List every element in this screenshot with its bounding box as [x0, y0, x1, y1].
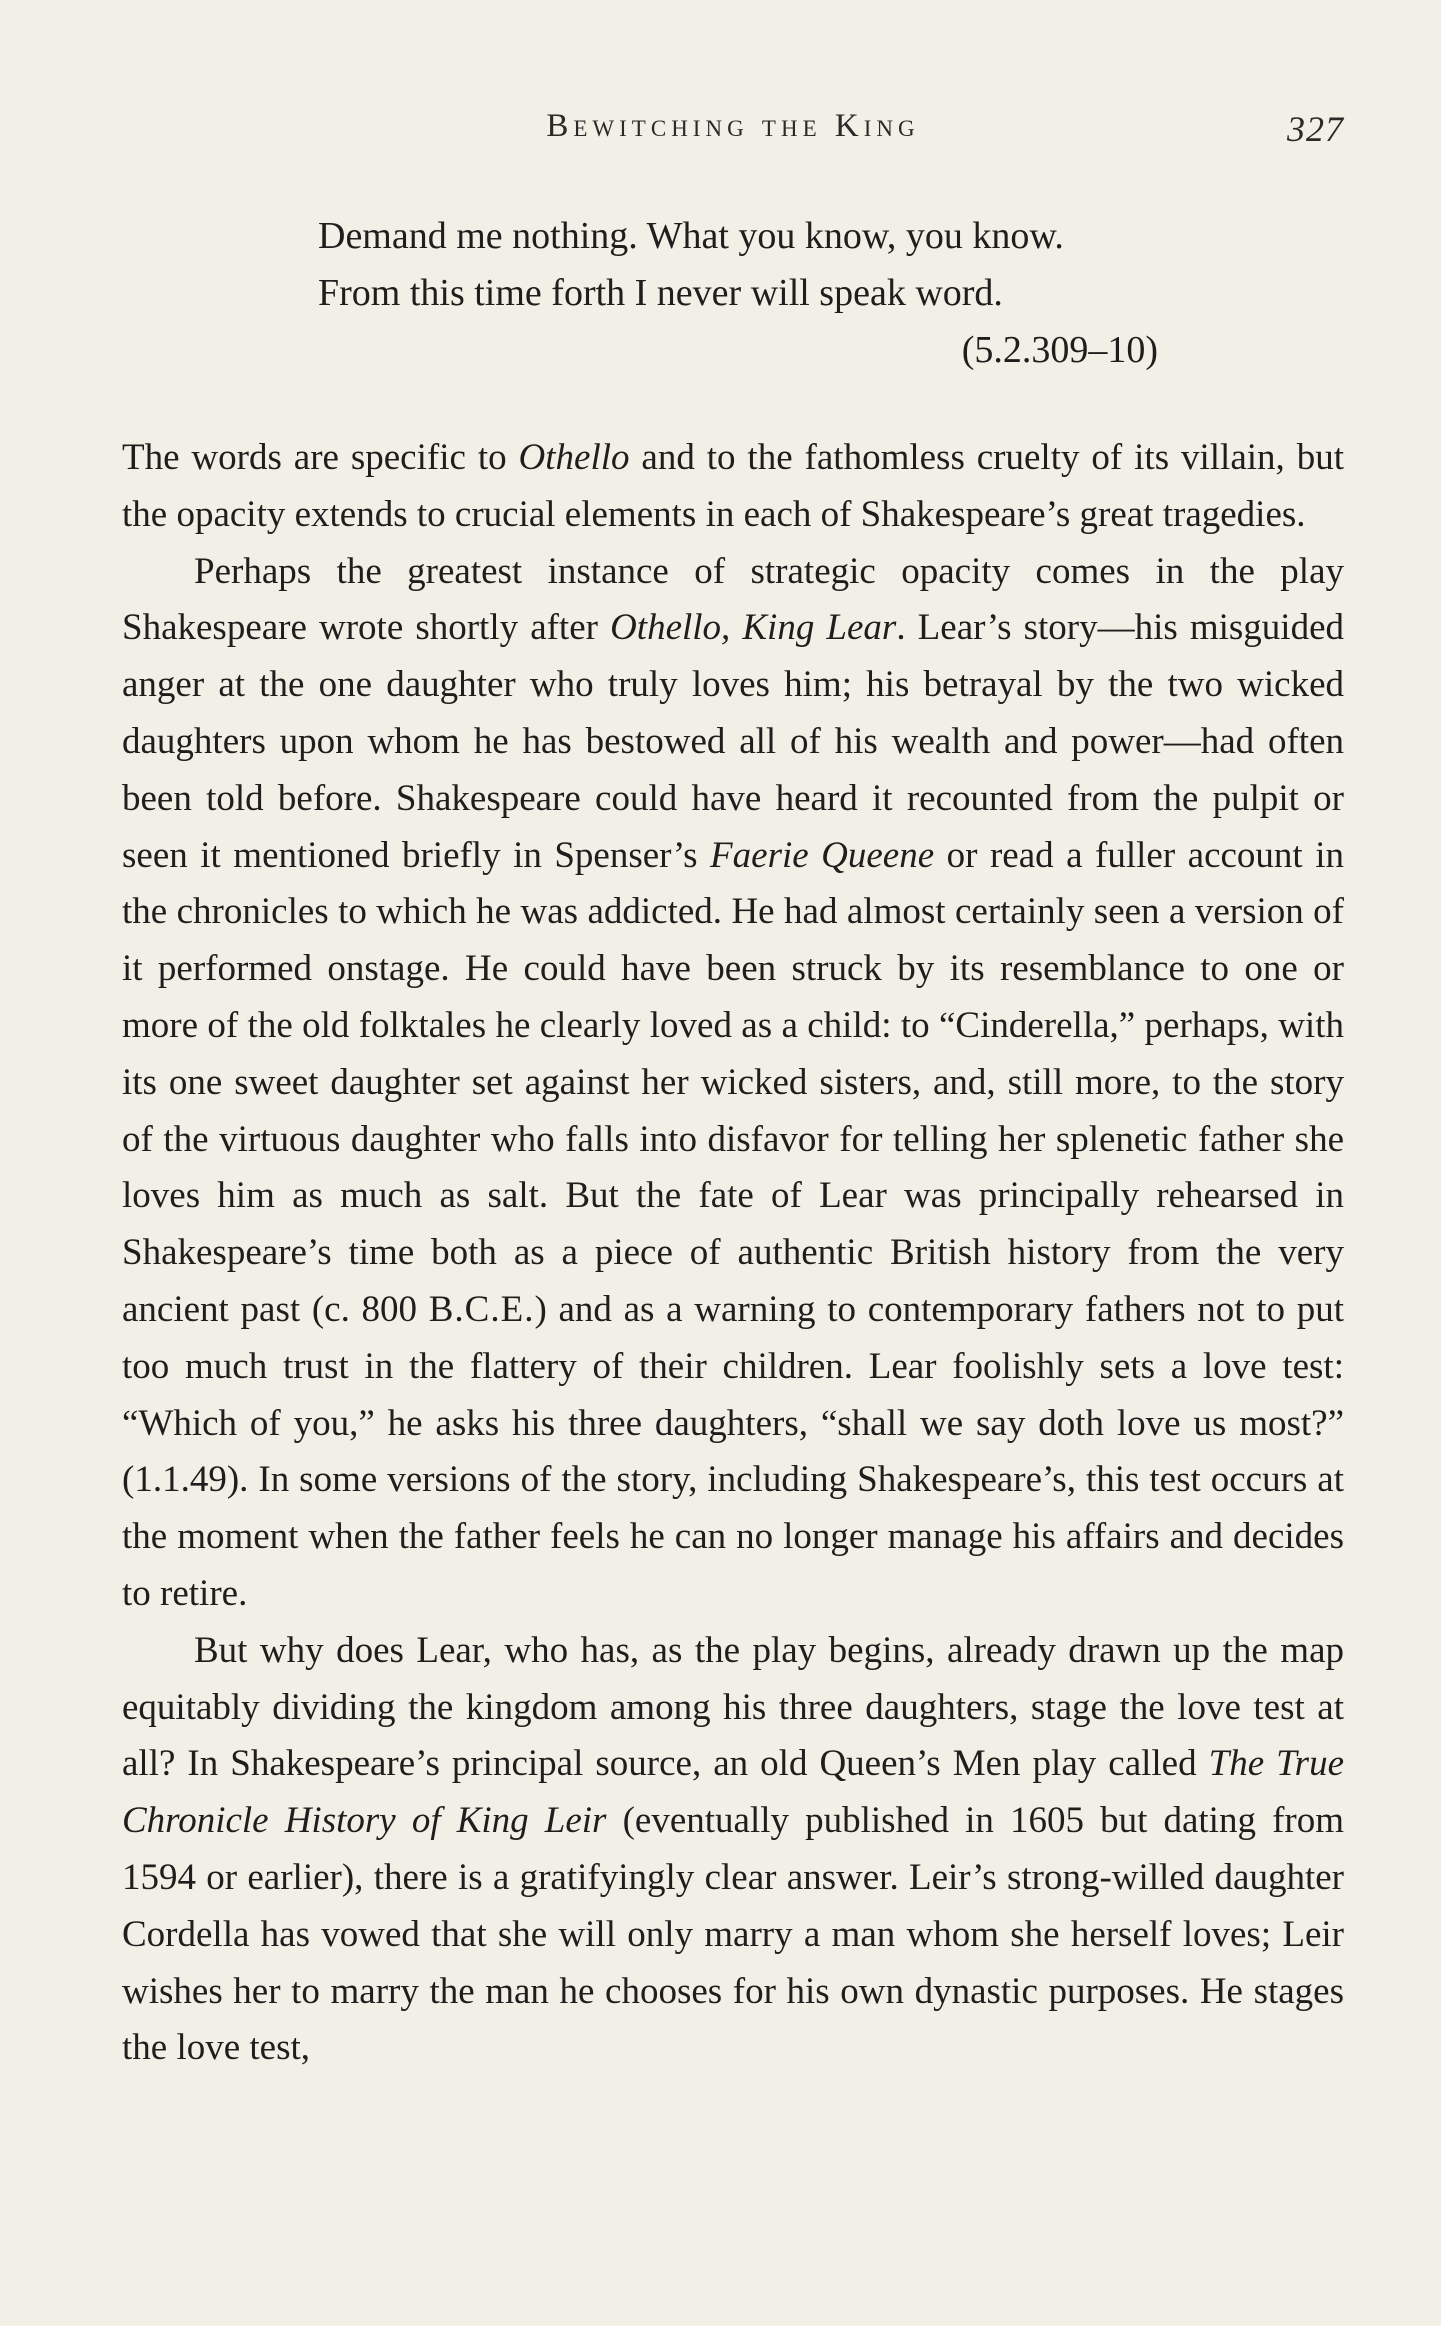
- verse-quotation: [318, 208, 1158, 379]
- body-text: [122, 430, 1344, 2077]
- page-number: 327: [1287, 109, 1344, 149]
- running-head: [122, 108, 1344, 158]
- text-run: (eventually published in 1605 but dating from 1594 or earlier), there is a gratifyingly clear answer. Leir’s strong-willed daughter Cordella has vowed that she will only marry a man whom she herself loves; Leir wishes her to marry the man he chooses for his own dynastic purposes. He stages the love test,: [122, 1800, 1344, 2069]
- work-title: The True Chronicle History of King Leir: [122, 1743, 1344, 1842]
- work-title: Othello: [518, 437, 630, 478]
- text-run: The words are specific to: [122, 437, 519, 478]
- work-title: Othello, King Lear: [610, 607, 897, 649]
- era-abbreviation: B.C.E.: [428, 1288, 535, 1330]
- text-run: But why does Lear, who has, as the play begins, already drawn up the map equitably dividing the kingdom among his three daughters, stage the love test at all? In Shakespeare’s principal source, an old Queen’s Men play called: [122, 1629, 1344, 1785]
- work-title: Faerie Queene: [710, 834, 935, 876]
- verse-citation: (5.2.309–10): [961, 329, 1158, 371]
- text-run: Perhaps the greatest instance of strategic opacity comes in the play Shakespeare wrote shortly after: [122, 550, 1344, 649]
- text-run: and to the fathomless cruelty of its villain, but the opacity extends to crucial elements in each of Shakespeare’s great tragedies.: [122, 437, 1344, 535]
- text-run: or read a fuller account in the chronicles to which he was addicted. He had almost certainly seen a version of it performed onstage. He could have been struck by its resemblance to one or more of the old folktales he clearly loved as a child: to “Cinderella,” perhaps, with its one sweet daughter set against her wicked sisters, and, still more, to the story of the virtuous daughter who falls into disfavor for telling her splenetic father she loves him as much as salt. But the fate of Lear was principally rehearsed in Shakespeare’s time both as a piece of authentic British history from the very ancient past (c. 800: [122, 834, 1344, 1330]
- text-run: ) and as a warning to contemporary fathers not to put too much trust in the flattery of their children. Lear foolishly sets a love test: “Which of you,” he asks his three daughters, “shall we say doth love us most?” (1.1.49). In some versions of the story, including Shakespeare’s, this test occurs at the moment when the father feels he can no longer manage his affairs and decides to retire.: [122, 1288, 1344, 1614]
- paragraph-2: [122, 544, 1344, 1623]
- verse-line-1: Demand me nothing. What you know, you know.: [318, 215, 1064, 257]
- paragraph-1: [122, 430, 1344, 544]
- running-title: Bewitching the King: [546, 108, 920, 144]
- paragraph-3: [122, 1623, 1344, 2077]
- text-run: . Lear’s story—his misguided anger at the one daughter who truly loves him; his betrayal by the two wicked daughters upon whom he has bestowed all of his wealth and power—had often been told before. Shakespeare could have heard it recounted from the pulpit or seen it mentioned briefly in Spenser’s: [122, 607, 1344, 876]
- verse-line-2: From this time forth I never will speak word.: [318, 272, 1003, 314]
